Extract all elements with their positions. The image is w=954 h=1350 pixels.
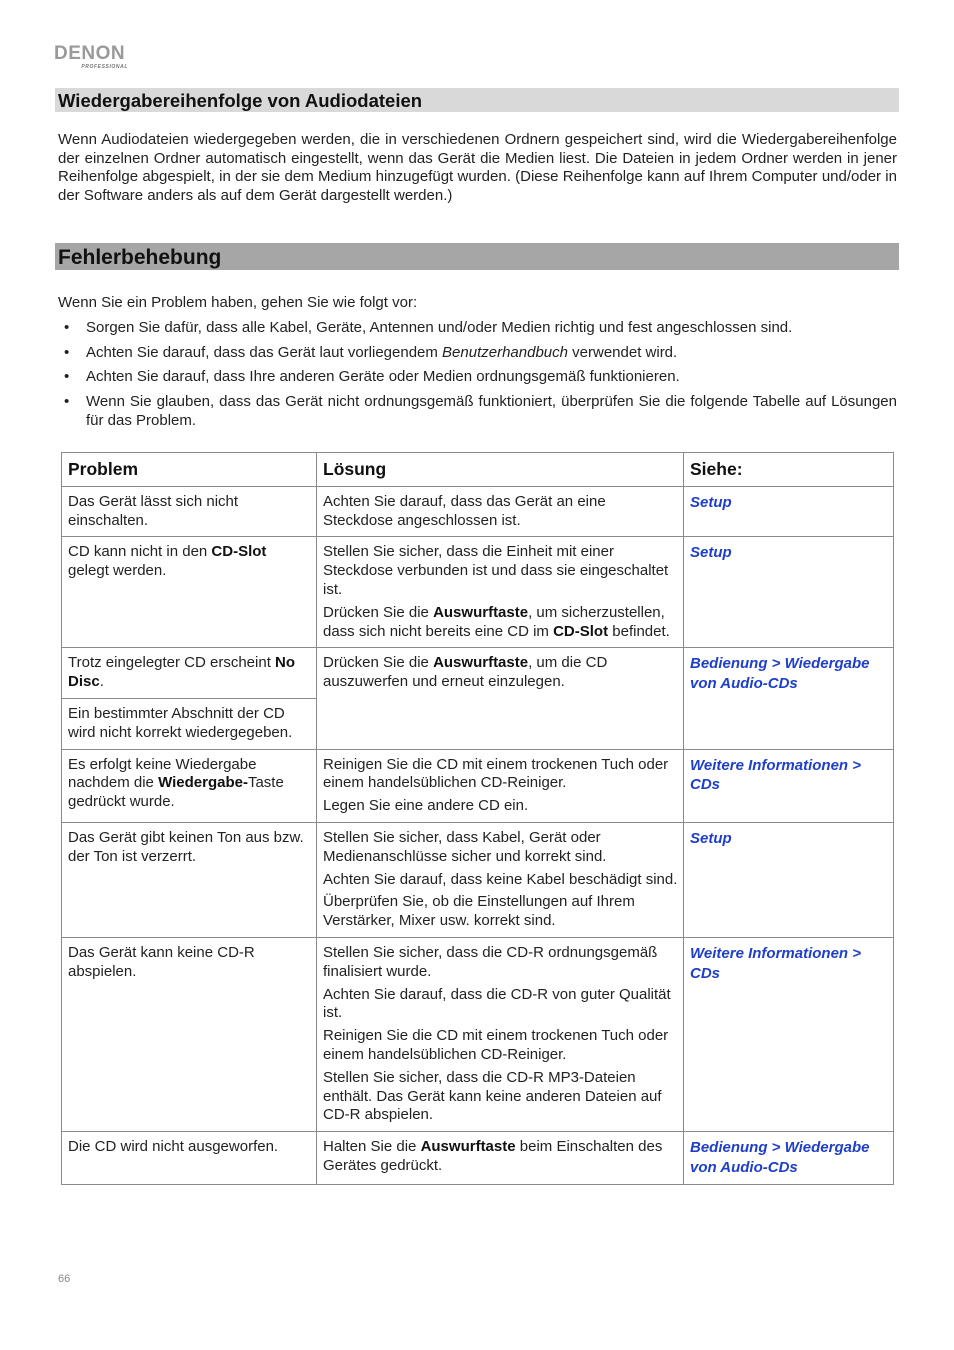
reference-link[interactable]: Setup <box>690 493 732 511</box>
list-item-text: Sorgen Sie dafür, dass alle Kabel, Geräte, Antennen und/oder Medien richtig und fest angeschlossen sind. <box>86 319 793 336</box>
see-cell <box>684 749 894 822</box>
see-cell <box>684 648 894 749</box>
solution-text: beim Einschalten des Gerätes gedrückt. <box>323 1138 663 1174</box>
reference-link[interactable]: Setup <box>690 544 732 562</box>
list-item-text: Achten Sie darauf, dass das Gerät laut vorliegendem <box>86 343 443 361</box>
problem-text: Taste gedrückt wurde. <box>68 774 284 811</box>
table-row <box>62 749 894 822</box>
page-number: 66 <box>58 1273 71 1285</box>
problem-cell <box>62 537 317 648</box>
solution-step: Überprüfen Sie, ob die Einstellungen auf Ihrem Verstärker, Mixer usw. korrekt sind. <box>323 893 635 930</box>
section-title: Fehlerbehebung <box>58 246 222 269</box>
bullet-icon: • <box>64 392 70 410</box>
see-cell <box>684 937 894 1131</box>
logo-wordmark: DENON <box>54 43 126 64</box>
column-header-solution: Lösung <box>317 453 684 487</box>
table-header-row <box>62 453 894 487</box>
manual-title: Benutzerhandbuch <box>442 343 568 361</box>
bullet-icon: • <box>64 368 70 385</box>
reference-link[interactable]: Setup <box>690 829 732 847</box>
reference-link[interactable]: Bedienung > Wiedergabe von Audio-CDs <box>690 1139 870 1176</box>
reference-link[interactable]: Weitere Informationen > CDs <box>690 944 862 982</box>
solution-text: Drücken Sie die <box>323 654 434 672</box>
list-item-text: verwendet wird. <box>567 343 678 361</box>
list-item <box>58 367 897 386</box>
reference-link[interactable]: Weitere Informationen > CDs <box>690 756 862 794</box>
see-cell <box>684 537 894 648</box>
problem-text: . <box>99 673 104 691</box>
solution-step: Achten Sie darauf, dass keine Kabel beschädigt sind. <box>323 870 678 888</box>
problem-text-bold: CD-Slot <box>211 543 267 561</box>
solution-text-bold: Auswurftaste <box>420 1138 516 1156</box>
troubleshooting-checklist <box>58 318 897 435</box>
problem-cell <box>62 648 317 699</box>
table-row <box>62 1132 894 1185</box>
solution-step: Stellen Sie sicher, dass die CD-R ordnungsgemäß finalisiert wurde. <box>323 943 658 980</box>
table-row <box>62 537 894 648</box>
solution-cell <box>317 1132 684 1185</box>
problem-cell: Das Gerät kann keine CD-R abspielen. <box>62 937 317 1131</box>
troubleshooting-table <box>61 452 894 1185</box>
bullet-icon: • <box>64 343 70 361</box>
solution-text: Halten Sie die <box>323 1138 421 1156</box>
problem-text: Trotz eingelegter CD erscheint <box>68 654 276 672</box>
bullet-icon: • <box>64 319 70 336</box>
section-header-troubleshooting <box>55 243 899 270</box>
problem-text: CD kann nicht in den <box>68 543 212 561</box>
problem-cell: Das Gerät lässt sich nicht einschalten. <box>62 486 317 537</box>
solution-cell <box>317 749 684 822</box>
solution-step <box>323 604 678 642</box>
solution-step: Reinigen Sie die CD mit einem trockenen Tuch oder einem handelsüblichen CD-Reiniger. <box>323 1027 669 1063</box>
solution-step: Stellen Sie sicher, dass Kabel, Gerät oder Medienanschlüsse sicher und korrekt sind. <box>323 828 607 865</box>
solution-step: Achten Sie darauf, dass die CD-R von guter Qualität ist. <box>323 985 671 1022</box>
solution-cell <box>317 822 684 937</box>
solution-cell: Achten Sie darauf, dass das Gerät an eine Steckdose angeschlossen ist. <box>317 486 684 537</box>
logo-subline: PROFESSIONAL <box>81 64 128 70</box>
column-header-see: Siehe: <box>684 453 894 487</box>
column-header-problem: Problem <box>62 453 317 487</box>
see-cell <box>684 822 894 937</box>
problem-text-bold: Wiedergabe- <box>158 774 248 792</box>
reference-link[interactable]: Bedienung > Wiedergabe von Audio-CDs <box>690 655 870 693</box>
list-item-text: Achten Sie darauf, dass Ihre anderen Geräte oder Medien ordnungsgemäß funktionieren. <box>86 368 680 385</box>
solution-cell <box>317 937 684 1131</box>
see-cell <box>684 1132 894 1185</box>
problem-cell <box>62 749 317 822</box>
list-item <box>58 392 897 430</box>
section-title: Wiedergabereihenfolge von Audiodateien <box>58 90 423 111</box>
denon-professional-logo <box>54 44 128 70</box>
table-row <box>62 648 894 699</box>
solution-text-bold: Auswurftaste <box>433 654 529 672</box>
solution-text-bold: CD-Slot <box>553 622 609 640</box>
table-row <box>62 937 894 1131</box>
problem-text: gelegt werden. <box>68 562 167 580</box>
list-item <box>58 343 897 362</box>
problem-cell: Das Gerät gibt keinen Ton aus bzw. der Ton ist verzerrt. <box>62 822 317 937</box>
problem-cell: Ein bestimmter Abschnitt der CD wird nicht korrekt wiedergegeben. <box>62 698 317 749</box>
solution-step: Legen Sie eine andere CD ein. <box>323 797 529 815</box>
troubleshooting-intro: Wenn Sie ein Problem haben, gehen Sie wie folgt vor: <box>58 294 418 311</box>
solution-text: , um die CD auszuwerfen und erneut einzulegen. <box>323 654 608 691</box>
solution-step: Reinigen Sie die CD mit einem trockenen Tuch oder einem handelsüblichen CD-Reiniger. <box>323 755 669 792</box>
table-row <box>62 822 894 937</box>
solution-text-bold: Auswurftaste <box>433 603 529 621</box>
see-cell <box>684 486 894 537</box>
solution-cell <box>317 537 684 648</box>
table-row <box>62 486 894 537</box>
solution-cell <box>317 648 684 749</box>
solution-text: , um sicherzustellen, dass sich nicht bereits eine CD im <box>323 603 665 640</box>
list-item-text: Wenn Sie glauben, dass das Gerät nicht ordnungsgemäß funktioniert, überprüfen Sie die folgende Tabelle auf Lösungen für das Problem. <box>86 392 897 429</box>
problem-cell: Die CD wird nicht ausgeworfen. <box>62 1132 317 1185</box>
solution-step: Stellen Sie sicher, dass die CD-R MP3-Dateien enthält. Das Gerät kann keine anderen Dateien auf CD-R abspielen. <box>323 1068 662 1124</box>
section-header-playback-order <box>55 88 899 112</box>
solution-text: Drücken Sie die <box>323 603 434 621</box>
solution-step: Stellen Sie sicher, dass die Einheit mit einer Steckdose verbunden ist und dass sie eingeschaltet ist. <box>323 543 669 598</box>
playback-order-paragraph: Wenn Audiodateien wiedergegeben werden, die in verschiedenen Ordnern gespeichert sind, wird die Wiedergabereihenfolge der einzelnen Ordner automatisch eingestellt, wenn das Gerät die Medien liest. Die Dateien in jedem Ordner werden in jener Reihenfolge abgespielt, in der sie dem Medium hinzugefügt wurden. (Diese Reihenfolge kann auf Ihrem Computer und/oder in der Software anders als auf dem Gerät dargestellt werden.) <box>58 131 897 205</box>
problem-text-bold: No Disc <box>68 654 296 691</box>
list-item <box>58 318 897 337</box>
problem-text: Es erfolgt keine Wiedergabe nachdem die <box>68 755 257 792</box>
solution-text: befindet. <box>608 622 670 640</box>
